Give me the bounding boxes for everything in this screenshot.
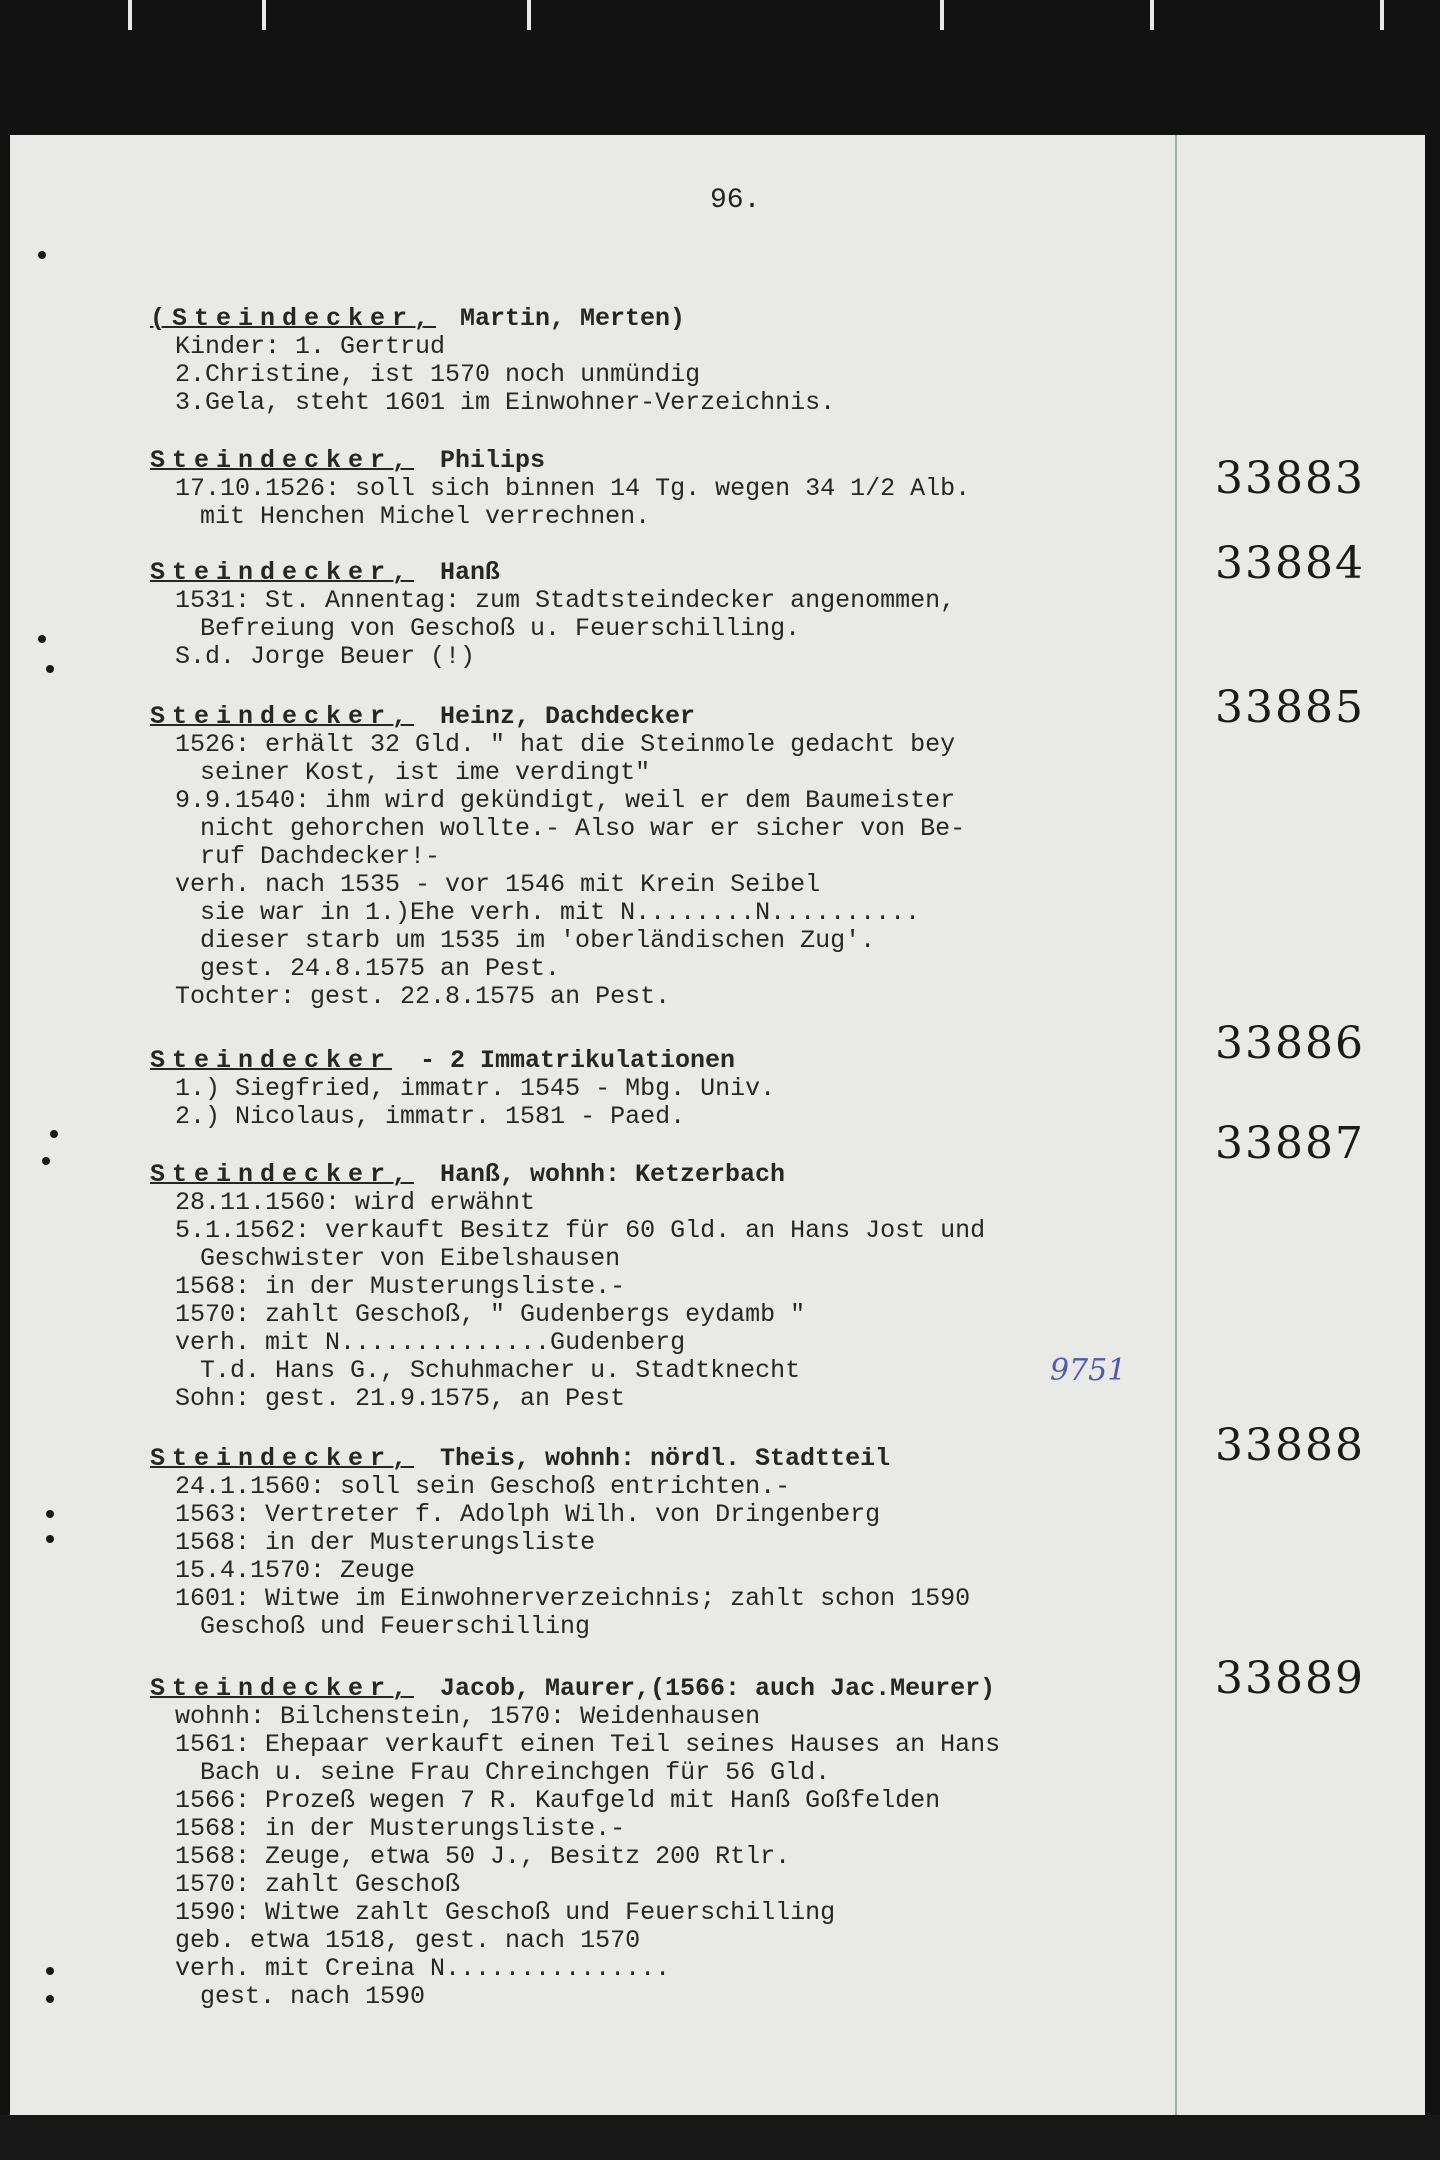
entry-line: verh. mit N..............Gudenberg	[175, 1328, 686, 1357]
film-tick	[262, 0, 266, 30]
entry-line: 1526: erhält 32 Gld. " hat die Steinmole gedacht bey	[175, 730, 956, 759]
entry-line: seiner Kost, ist ime verdingt"	[200, 758, 651, 787]
entry-line: 15.4.1570: Zeuge	[175, 1556, 416, 1585]
entry-line: 24.1.1560: soll sein Geschoß entrichten.-	[175, 1472, 791, 1501]
entry-line: wohnh: Bilchenstein, 1570: Weidenhausen	[175, 1702, 761, 1731]
reference-number: 33885	[1215, 682, 1365, 733]
entry-surname: Steindecker	[150, 1046, 393, 1075]
entry-line: Heinz, Dachdecker	[440, 702, 696, 731]
entry-line: verh. mit Creina N...............	[175, 1954, 671, 1983]
punch-hole	[46, 1510, 54, 1518]
punch-hole	[46, 1967, 54, 1975]
film-tick	[940, 0, 944, 30]
entry-line: Befreiung von Geschoß u. Feuerschilling.	[200, 614, 801, 643]
entry-line: 9.9.1540: ihm wird gekündigt, weil er dem Baumeister	[175, 786, 956, 815]
entry-line: Geschoß und Feuerschilling	[200, 1612, 591, 1641]
entry-line: Philips	[440, 446, 546, 475]
entry-surname: Steindecker,	[150, 558, 415, 587]
entry-line: S.d. Jorge Beuer (!)	[175, 642, 476, 671]
entry-line: sie war in 1.)Ehe verh. mit N........N..........	[200, 898, 921, 927]
entry-line: 5.1.1562: verkauft Besitz für 60 Gld. an Hans Jost und	[175, 1216, 986, 1245]
margin-rule	[1175, 135, 1177, 2160]
punch-hole	[42, 1157, 50, 1165]
film-tick	[1380, 0, 1384, 30]
entry-line: Hanß, wohnh: Ketzerbach	[440, 1160, 786, 1189]
entry-line: 3.Gela, steht 1601 im Einwohner-Verzeichnis.	[175, 388, 836, 417]
entry-line: 1.) Siegfried, immatr. 1545 - Mbg. Univ.	[175, 1074, 776, 1103]
film-tick	[527, 0, 531, 30]
entry-line: Kinder: 1. Gertrud	[175, 332, 446, 361]
entry-surname: Steindecker,	[150, 1674, 415, 1703]
entry-line: 1568: in der Musterungsliste.-	[175, 1272, 626, 1301]
film-tick	[1150, 0, 1154, 30]
entry-line: 1601: Witwe im Einwohnerverzeichnis; zahlt schon 1590	[175, 1584, 971, 1613]
reference-number: 33883	[1215, 453, 1365, 504]
entry-line: 1561: Ehepaar verkauft einen Teil seines Hauses an Hans	[175, 1730, 1001, 1759]
entry-line: gest. 24.8.1575 an Pest.	[200, 954, 561, 983]
entry-line: Jacob, Maurer,(1566: auch Jac.Meurer)	[440, 1674, 996, 1703]
entry-line: 1568: in der Musterungsliste	[175, 1528, 596, 1557]
entry-surname: Steindecker,	[150, 1160, 415, 1189]
entry-line: - 2 Immatrikulationen	[420, 1046, 736, 1075]
punch-hole	[38, 251, 46, 259]
entry-line: 17.10.1526: soll sich binnen 14 Tg. wegen 34 1/2 Alb.	[175, 474, 971, 503]
punch-hole	[46, 1995, 54, 2003]
entry-line: verh. nach 1535 - vor 1546 mit Krein Seibel	[175, 870, 821, 899]
punch-hole	[38, 635, 46, 643]
entry-line: gest. nach 1590	[200, 1982, 426, 2011]
entry-line: Geschwister von Eibelshausen	[200, 1244, 621, 1273]
entry-line: 1566: Prozeß wegen 7 R. Kaufgeld mit Hanß Goßfelden	[175, 1786, 941, 1815]
reference-number: 33887	[1215, 1118, 1365, 1169]
reference-number: 33884	[1215, 538, 1365, 589]
entry-line: 2.) Nicolaus, immatr. 1581 - Paed.	[175, 1102, 686, 1131]
punch-hole	[46, 1535, 54, 1543]
page-number: 96.	[710, 185, 761, 216]
scan-border-top	[0, 0, 1440, 135]
handwritten-note: 9751	[1050, 1353, 1127, 1388]
entry-line: 1531: St. Annentag: zum Stadtsteindecker angenommen,	[175, 586, 956, 615]
reference-number: 33886	[1215, 1018, 1365, 1069]
entry-line: Martin, Merten)	[460, 304, 686, 333]
reference-number: 33889	[1215, 1653, 1365, 1704]
entry-line: 28.11.1560: wird erwähnt	[175, 1188, 536, 1217]
entry-surname: Steindecker,	[150, 1444, 415, 1473]
entry-surname: Steindecker,	[150, 446, 415, 475]
punch-hole	[46, 665, 54, 673]
entry-line: 1568: in der Musterungsliste.-	[175, 1814, 626, 1843]
entry-line: 2.Christine, ist 1570 noch unmündig	[175, 360, 701, 389]
entry-line: Hanß	[440, 558, 501, 587]
entry-line: Theis, wohnh: nördl. Stadtteil	[440, 1444, 891, 1473]
entry-surname: Steindecker,	[150, 702, 415, 731]
entry-line: T.d. Hans G., Schuhmacher u. Stadtknecht	[200, 1356, 801, 1385]
entry-line: mit Henchen Michel verrechnen.	[200, 502, 651, 531]
entry-line: ruf Dachdecker!-	[200, 842, 441, 871]
document-page	[10, 135, 1425, 2160]
entry-line: Tochter: gest. 22.8.1575 an Pest.	[175, 982, 671, 1011]
entry-line: nicht gehorchen wollte.- Also war er sicher von Be-	[200, 814, 966, 843]
reference-number: 33888	[1215, 1420, 1365, 1471]
entry-line: 1590: Witwe zahlt Geschoß und Feuerschilling	[175, 1898, 836, 1927]
scan-border-bottom	[0, 2115, 1440, 2160]
entry-line: Sohn: gest. 21.9.1575, an Pest	[175, 1384, 626, 1413]
punch-hole	[50, 1130, 58, 1138]
entry-line: 1568: Zeuge, etwa 50 J., Besitz 200 Rtlr.	[175, 1842, 791, 1871]
entry-line: 1570: zahlt Geschoß, " Gudenbergs eydamb "	[175, 1300, 806, 1329]
entry-line: dieser starb um 1535 im 'oberländischen Zug'.	[200, 926, 876, 955]
entry-surname: (Steindecker,	[150, 304, 437, 333]
entry-line: geb. etwa 1518, gest. nach 1570	[175, 1926, 641, 1955]
entry-line: 1563: Vertreter f. Adolph Wilh. von Dringenberg	[175, 1500, 881, 1529]
entry-line: Bach u. seine Frau Chreinchgen für 56 Gld.	[200, 1758, 831, 1787]
film-tick	[128, 0, 132, 30]
entry-line: 1570: zahlt Geschoß	[175, 1870, 461, 1899]
